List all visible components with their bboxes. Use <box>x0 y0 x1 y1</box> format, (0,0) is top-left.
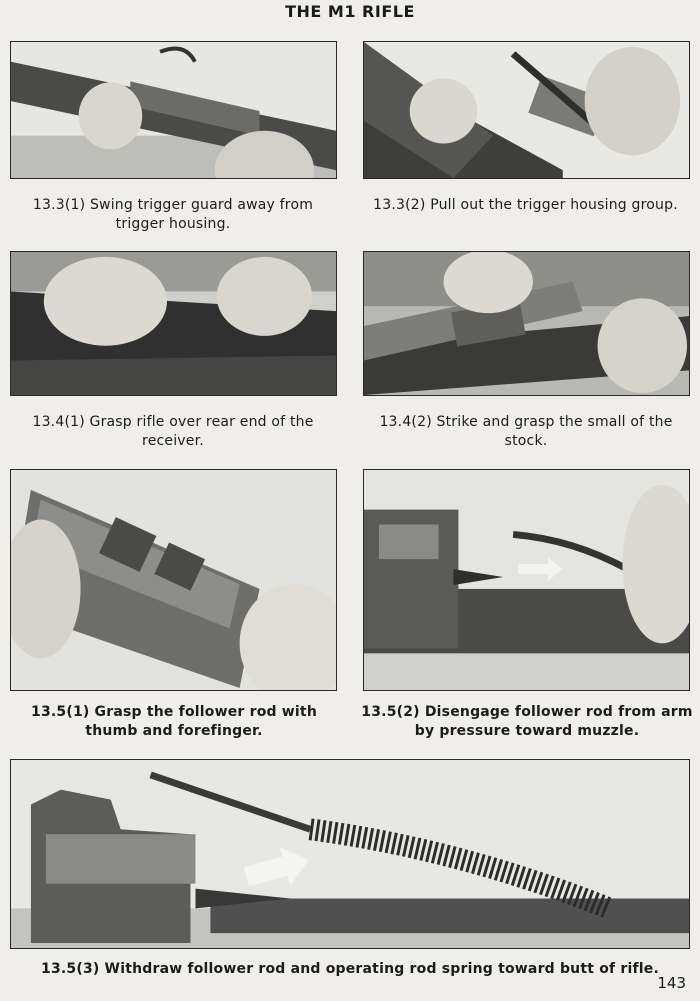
caption-13-5-1: 13.5(1) Grasp the follower rod with thumb and forefinger. <box>31 704 317 739</box>
photo-grasp-follower-rod <box>10 469 337 691</box>
caption-13-4-1: 13.4(1) Grasp rifle over rear end of the receiver. <box>32 414 314 449</box>
page-title: THE M1 RIFLE <box>285 2 415 21</box>
caption-13-3-1: 13.3(1) Swing trigger guard away from trigger housing. <box>32 197 314 232</box>
caption-13-5-2: 13.5(2) Disengage follower rod from arm by pressure toward muzzle. <box>361 704 693 739</box>
photo-grasp-rifle <box>10 251 337 396</box>
caption-13-5-3: 13.5(3) Withdraw follower rod and operating rod spring toward butt of rifle. <box>41 961 659 977</box>
photo-trigger-guard <box>10 41 337 179</box>
photo-disengage-follower-rod <box>363 469 690 691</box>
caption-13-3-2: 13.3(2) Pull out the trigger housing group. <box>373 197 678 213</box>
photo-strike-stock <box>363 251 690 396</box>
photo-withdraw-follower-rod <box>10 759 690 949</box>
photo-trigger-housing <box>363 41 690 179</box>
page-number: 143 <box>657 974 686 992</box>
caption-13-4-2: 13.4(2) Strike and grasp the small of the stock. <box>379 414 673 449</box>
